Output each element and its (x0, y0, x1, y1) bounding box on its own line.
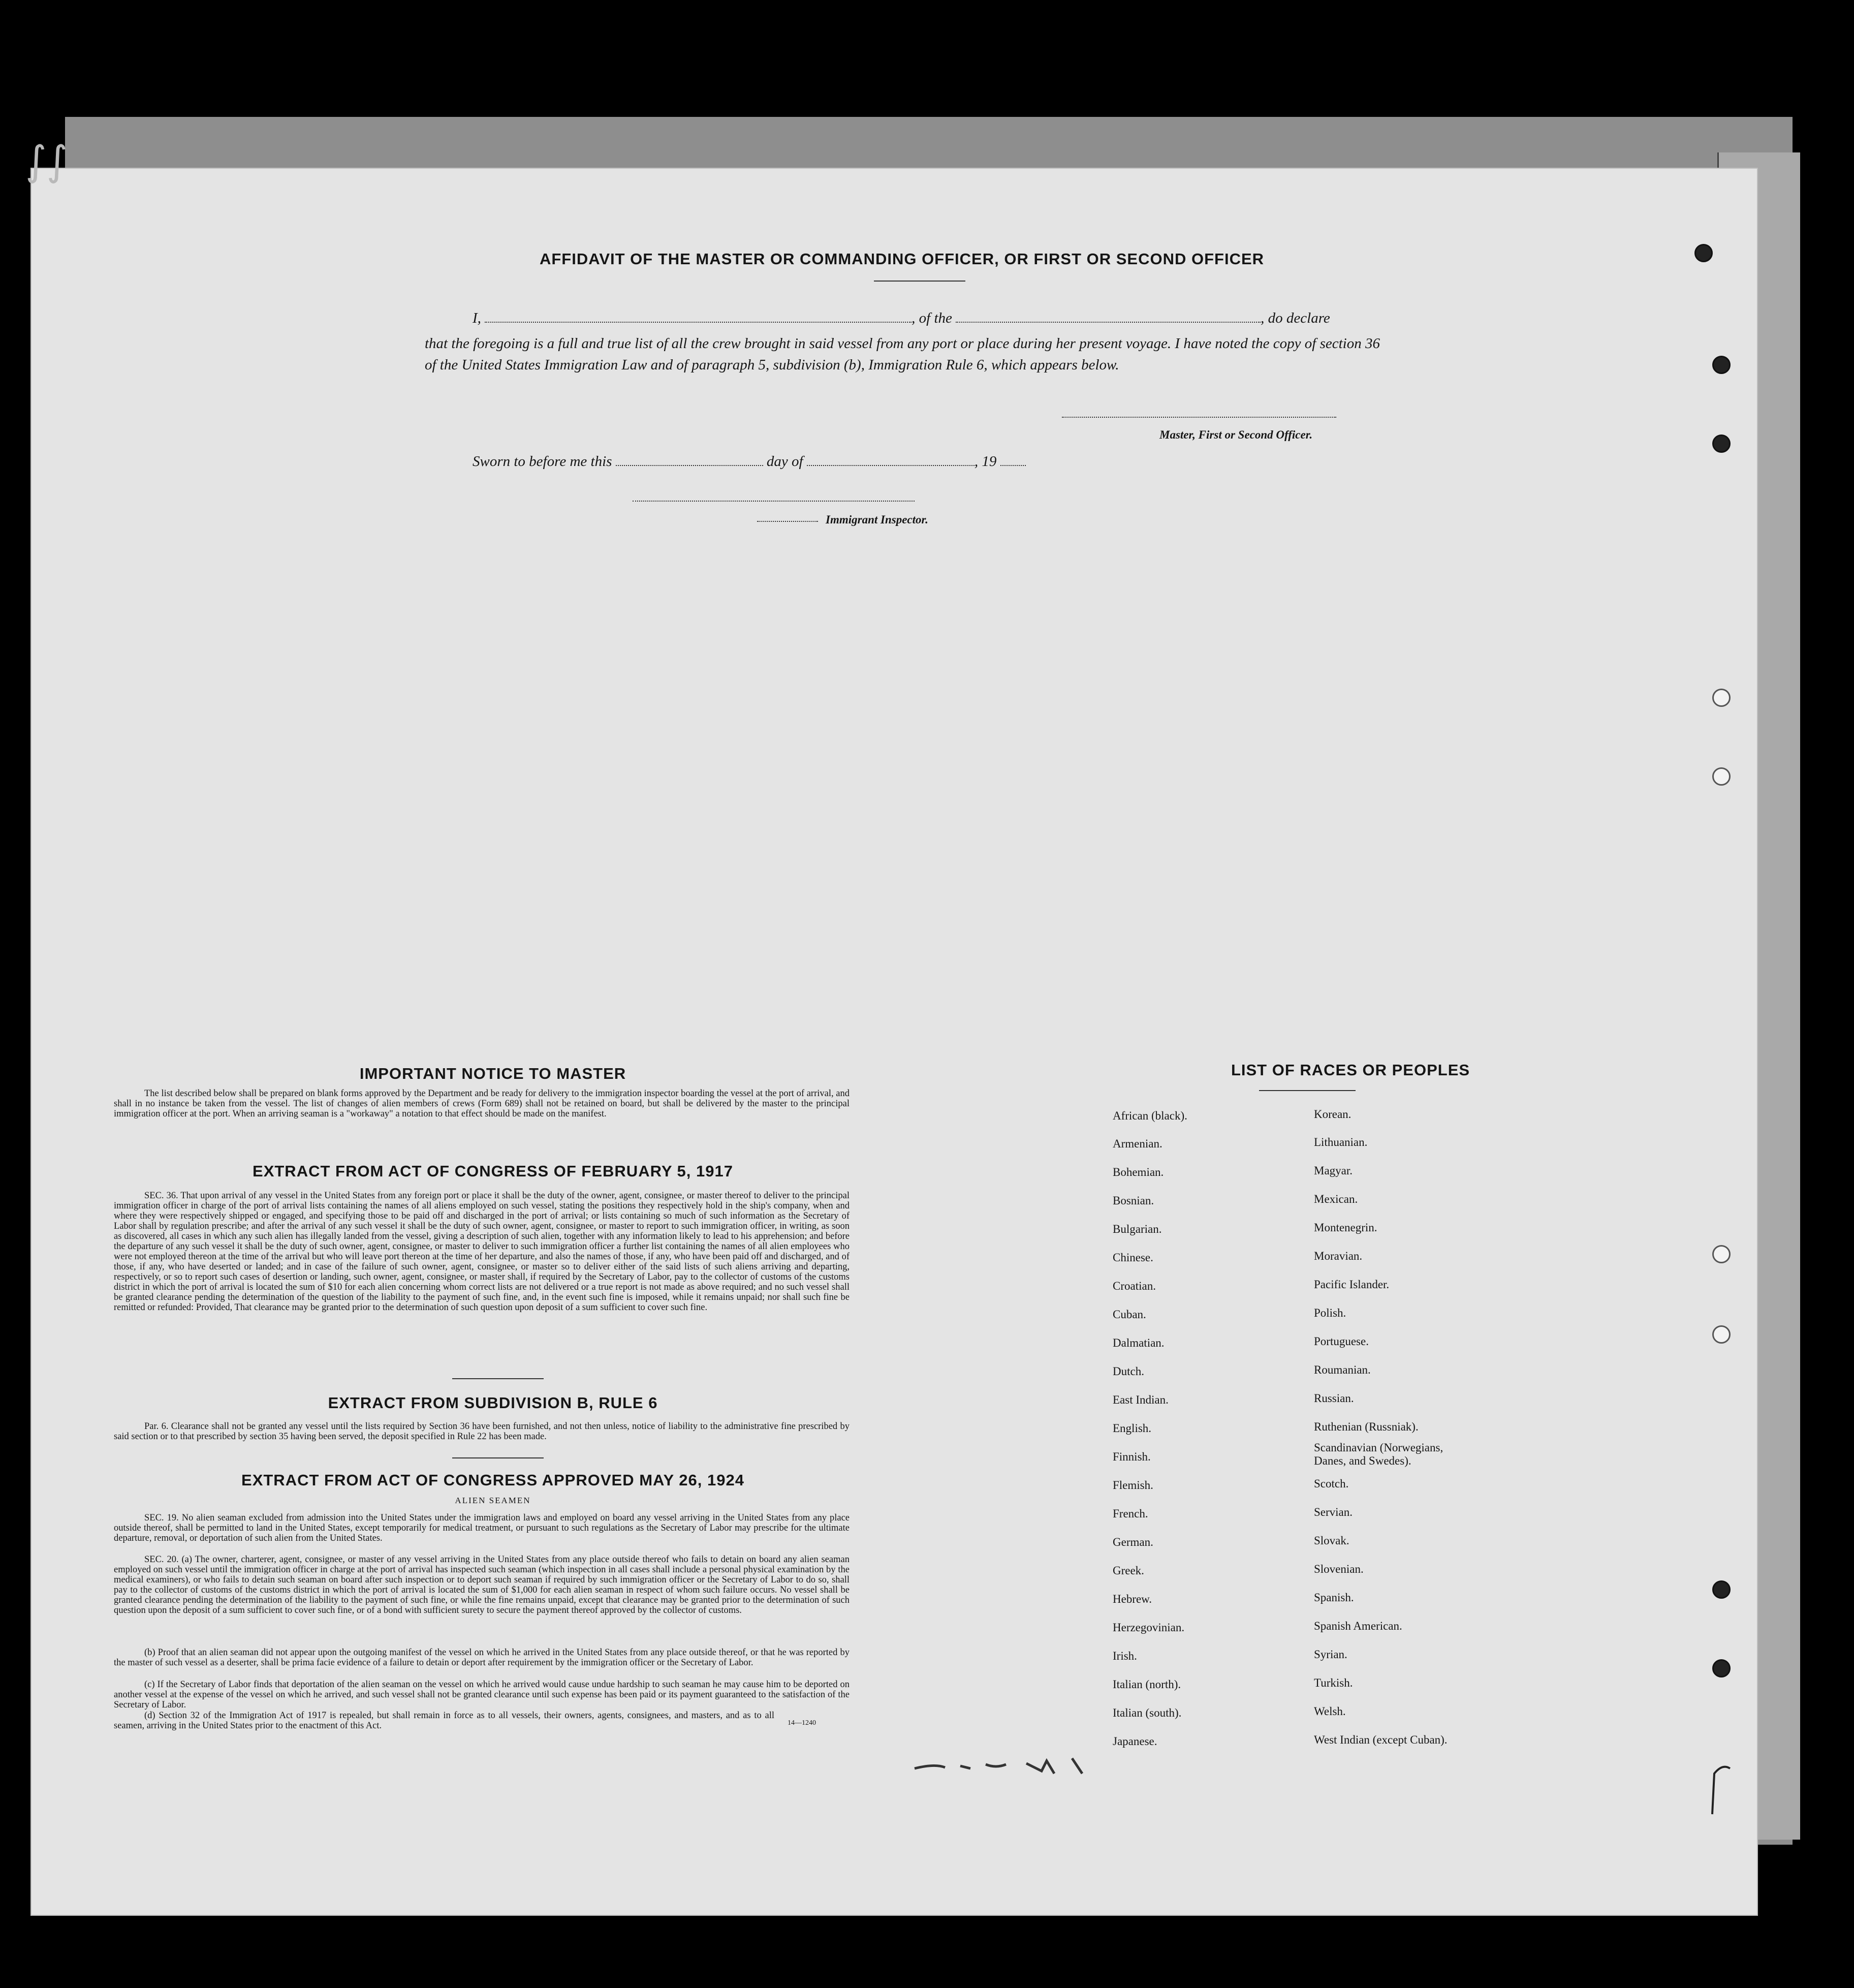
race-item: Portuguese. (1314, 1335, 1369, 1348)
sworn-prefix: Sworn to before me this (473, 453, 612, 470)
title-divider (874, 281, 965, 282)
section-divider (452, 1378, 544, 1379)
sworn-line (473, 453, 1026, 470)
race-item: East Indian. (1113, 1393, 1169, 1406)
extract-1924-subtitle: ALIEN SEAMEN (455, 1496, 531, 1505)
race-item: Korean. (1314, 1108, 1352, 1121)
notice-text: The list described below shall be prepared on blank forms approved by the Department and be ready for delivery to the immigration inspector boarding the vessel at the port of arrival, and shall in no instance be taken from the vessel. The list of changes of alien members of crews (Form 689) shall not be retained on board, but shall be delivered by the master to the principal immigration officer at the port. When an arriving seaman is a "workaway" a notation to that effect should be made on the manifest. (114, 1089, 850, 1119)
races-title-divider (1259, 1090, 1356, 1091)
race-item: Scotch. (1314, 1477, 1349, 1490)
punch-hole-icon (1712, 1659, 1731, 1678)
punch-hole-icon (1712, 767, 1731, 786)
vessel-name-blank[interactable] (956, 310, 1261, 323)
master-signature-label: Master, First or Second Officer. (1159, 428, 1313, 441)
extract-1917-title: EXTRACT FROM ACT OF CONGRESS OF FEBRUARY 5, 1917 (253, 1162, 733, 1180)
race-item: Italian (south). (1113, 1706, 1182, 1719)
race-item: African (black). (1113, 1109, 1187, 1122)
affidavit-title: AFFIDAVIT OF THE MASTER OR COMMANDING OFFICER, OR FIRST OR SECOND OFFICER (539, 250, 1265, 268)
extract-rule6-title: EXTRACT FROM SUBDIVISION B, RULE 6 (328, 1394, 658, 1412)
race-item: Bosnian. (1113, 1194, 1154, 1207)
race-item: West Indian (except Cuban). (1314, 1733, 1448, 1746)
race-item: Irish. (1113, 1650, 1137, 1662)
race-item-continued (1314, 1454, 1411, 1468)
race-item: Polish. (1314, 1307, 1346, 1319)
inspector-lead-dots (757, 521, 818, 522)
race-item: Flemish. (1113, 1479, 1153, 1492)
inspector-signature-blank[interactable] (633, 501, 915, 502)
master-signature-blank[interactable] (1062, 417, 1336, 418)
extract-1924-title: EXTRACT FROM ACT OF CONGRESS APPROVED MAY 26, 1924 (241, 1471, 744, 1489)
race-item: Spanish. (1314, 1591, 1354, 1604)
race-item: French. (1113, 1507, 1148, 1520)
sworn-month-blank[interactable] (807, 454, 975, 466)
race-item: Dalmatian. (1113, 1337, 1165, 1349)
race-item: Bulgarian. (1113, 1223, 1162, 1235)
punch-hole-icon (1712, 1245, 1731, 1263)
punch-hole-icon (1712, 689, 1731, 707)
race-item: Scandinavian (Norwegians, (1314, 1441, 1443, 1454)
race-item: Russian. (1314, 1392, 1354, 1405)
race-item: German. (1113, 1536, 1153, 1548)
race-item: Herzegovinian. (1113, 1621, 1185, 1634)
sworn-year-blank[interactable] (1000, 454, 1026, 466)
race-item: Chinese. (1113, 1251, 1153, 1264)
punch-hole-icon (1712, 356, 1731, 374)
race-item: Croatian. (1113, 1280, 1156, 1292)
race-item: Cuban. (1113, 1308, 1146, 1321)
inspector-signature-label: Immigrant Inspector. (826, 513, 928, 526)
extract-1924-sec20c: (c) If the Secretary of Labor finds that deportation of the alien seaman on the vessel on which he arrived would cause undue hardship to such seaman he may cause him to be deported on another vessel at the expense of the vessel on which he arrived, and such vessel shall not be granted clearance until such expense has been paid or its payment guaranteed to the satisfaction of the Secretary of Labor. (114, 1680, 850, 1710)
affidavit-declaration-line (473, 310, 1330, 327)
race-item: Moravian. (1314, 1250, 1363, 1262)
extract-1924-sec19: SEC. 19. No alien seaman excluded from admission into the United States under the immigration laws and employed on board any vessel arriving in the United States from any place outside thereof, shall be permitted to land in the United States, except temporarily for medical treatment, or pursuant to such regulations as the Secretary of Labor may prescribe for the ultimate departure, removal, or deportation of such alien from the United States. (114, 1513, 850, 1543)
extract-1917-text: SEC. 36. That upon arrival of any vessel in the United States from any foreign port or place it shall be the duty of the owner, agent, consignee, or master thereof to deliver to the principal immigration officer in charge of the port of arrival lists containing the names of all aliens employed on such vessel, stating the positions they respectively hold in the ship's company, when and where they were respectively shipped or engaged, and specifying those to be paid off and discharged in the port of arrival; or lists containing so much of such information as the Secretary of Labor shall by regulation prescribe; and after the arrival of any such vessel it shall be the duty of such owner, agent, consignee, or master to report to such immigration officer, in writing, as soon as discovered, all cases in which any such alien has illegally landed from the vessel, giving a description of such alien, together with any information likely to lead to his apprehension; and before the departure of any such vessel it shall be the duty of such owner, agent, consignee, or master to deliver to such immigration officer a further list containing the names of all alien employees who were not employed thereon at the time of the arrival but who will leave port thereon at the time of her departure, and also the names of those, if any, who have been paid off and discharged, and of those, if any, who have deserted or landed; and in case of the failure of such owner, agent, consignee, or master so to deliver either of the said lists of such aliens arriving and departing, respectively, or so to report such cases of desertion or landing, such owner, agent, consignee, or master shall, if required by the Secretary of Labor, pay to the collector of customs of the customs district in which the port of arrival is located the sum of $10 for each alien concerning whom correct lists are not delivered or a true report is not made as above required; and no such vessel shall be granted clearance pending the determination of the question of the liability to the payment of such fine, and, in the event such fine is imposed, while it remains unpaid; nor shall such fine be remitted or refunded: Provided, That clearance may be granted prior to the determination of such question upon deposit of a sum sufficient to cover such fine. (114, 1191, 850, 1313)
race-item: Spanish American. (1314, 1620, 1402, 1632)
scan-smudge-mark (904, 1748, 1138, 1779)
sworn-day-blank[interactable] (616, 454, 763, 466)
race-item: Slovak. (1314, 1534, 1349, 1547)
declarant-name-blank[interactable] (485, 310, 912, 323)
race-item: Servian. (1314, 1506, 1353, 1518)
race-item: Montenegrin. (1314, 1221, 1377, 1234)
section-divider (452, 1457, 544, 1458)
of-the-text: , of the (912, 310, 952, 326)
race-item: Dutch. (1113, 1365, 1144, 1378)
race-item: Greek. (1113, 1564, 1144, 1577)
race-item: Hebrew. (1113, 1593, 1152, 1605)
notice-title: IMPORTANT NOTICE TO MASTER (359, 1065, 626, 1082)
race-item: Italian (north). (1113, 1678, 1181, 1691)
do-declare-text: , do declare (1261, 310, 1330, 326)
race-item: Finnish. (1113, 1450, 1151, 1463)
sworn-day-of: day of (766, 453, 803, 470)
extract-rule6-text: Par. 6. Clearance shall not be granted any vessel until the lists required by Section 36 have been furnished, and not then unless, notice of liability to the administrative fine prescribed by said section or to that prescribed by section 35 having been served, the deposit specified in Rule 22 has been made. (114, 1421, 850, 1442)
race-item: Slovenian. (1314, 1563, 1364, 1575)
punch-hole-icon (1712, 1580, 1731, 1599)
sworn-year-prefix: , 19 (974, 453, 997, 470)
race-item: Roumanian. (1314, 1363, 1371, 1376)
extract-1924-sec20b: (b) Proof that an alien seaman did not appear upon the outgoing manifest of the vessel on which he arrived in the United States from any place outside thereof, or that he was reported by the master of such vessel as a deserter, shall be prima facie evidence of a failure to detain or deport after requirement by the immigration officer or the Secretary of Labor. (114, 1648, 850, 1668)
declarant-prefix: I, (473, 310, 481, 326)
race-item: Syrian. (1314, 1648, 1347, 1661)
race-item: Japanese. (1113, 1735, 1157, 1748)
race-item: Armenian. (1113, 1137, 1162, 1150)
extract-1924-sec20d: (d) Section 32 of the Immigration Act of 1917 is repealed, but shall remain in force as to all vessels, their owners, agents, consignees, and masters, and as to all seamen, arriving in the United States prior to the enactment of this Act. (114, 1711, 774, 1731)
race-item: Ruthenian (Russniak). (1314, 1420, 1419, 1433)
race-item: Pacific Islander. (1314, 1278, 1390, 1291)
races-title: LIST OF RACES OR PEOPLES (1231, 1061, 1470, 1079)
punch-hole-icon (1712, 434, 1731, 453)
extract-1924-sec20a: SEC. 20. (a) The owner, charterer, agent, consignee, or master of any vessel arriving in the United States from any place outside thereof who fails to detain on board any alien seaman employed on such vessel until the immigration officer in charge at the port of arrival has inspected such seaman (which inspection in all cases shall include a personal physical examination by the medical examiners), or who fails to detain such seaman on board after such inspection or to deport such seaman if required by such immigration officer or the Secretary of Labor to do so, shall pay to the collector of customs of the customs district in which the port of arrival is located the sum of $1,000 for each alien seaman in respect of whom such failure occurs. No vessel shall be granted clearance pending the determination of the liability to the payment of such fine, or while the fine remains unpaid, except that clearance may be granted prior to the determination of such question upon the deposit of a sum sufficient to cover such fine, or of a bond with sufficient surety to secure the payment thereof approved by the collector of customs. (114, 1555, 850, 1616)
race-item: Welsh. (1314, 1705, 1346, 1718)
form-number: 14—1240 (788, 1719, 816, 1727)
faint-handwritten-mark: ∫∫ (25, 137, 68, 184)
race-item: English. (1113, 1422, 1152, 1435)
handwritten-mark (1707, 1758, 1738, 1819)
race-item: Bohemian. (1113, 1166, 1164, 1178)
race-item-continued-text: Danes, and Swedes). (1314, 1454, 1411, 1467)
race-item: Magyar. (1314, 1164, 1353, 1177)
affidavit-body: that the foregoing is a full and true list of all the crew brought in said vessel from any port or place during her present voyage. I have noted the copy of section 36 of the United States Immigration Law and of paragraph 5, subdivision (b), Immigration Rule 6, which appears below. (425, 335, 1380, 373)
race-item: Lithuanian. (1314, 1136, 1368, 1148)
race-item: Turkish. (1314, 1676, 1353, 1689)
punch-hole-icon (1712, 1325, 1731, 1344)
race-item: Mexican. (1314, 1193, 1358, 1205)
